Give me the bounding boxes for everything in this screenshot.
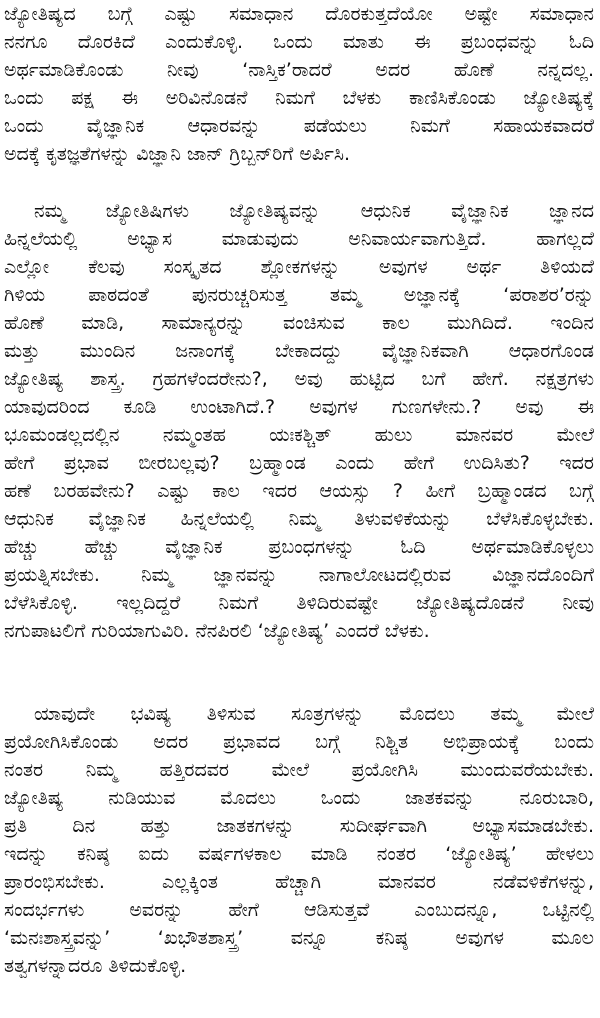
paragraph-line: ಜ್ಯೋತಿಷ್ಯದ ಬಗ್ಗೆ ಎಷ್ಟು ಸಮಾಧಾನ ದೊರಕುತ್ತದೆಯೋ ಅಷ್ಟೇ ಸಮಾಧಾನ xyxy=(4,3,594,25)
paragraph-line: ಅರ್ಥಮಾಡಿಕೊಂಡು ನೀವು ‘ನಾಸ್ತಿಕ’ರಾದರೆ ಅದರ ಹೊಣೆ ನನ್ನದಲ್ಲ. xyxy=(4,59,594,81)
paragraph-line: ಜ್ಯೋತಿಷ್ಯ ಶಾಸ್ತ್ರ. ಗ್ರಹಗಳೆಂದರೇನು?, ಅವು ಹುಟ್ಟಿದ ಬಗೆ ಹೇಗೆ. ನಕ್ಷತ್ರಗಳು xyxy=(4,368,594,390)
paragraph-line: ಒಂದು ಪಕ್ಷ ಈ ಅರಿವಿನೊಡನೆ ನಿಮಗೆ ಬೆಳಕು ಕಾಣಿಸಿಕೊಂಡು ಜ್ಯೋತಿಷ್ಯಕ್ಕೆ xyxy=(4,87,594,109)
paragraph-line: ಎಲ್ಲೋ ಕೆಲವು ಸಂಸ್ಕೃತದ ಶ್ಲೋಕಗಳನ್ನು ಅವುಗಳ ಅರ್ಥ ತಿಳಿಯದೆ xyxy=(4,256,594,278)
paragraph-line: ಹಣೆ ಬರಹವೇನು? ಎಷ್ಟು ಕಾಲ ಇದರ ಆಯಸ್ಸು ? ಹೀಗೆ ಬ್ರಹ್ಮಾಂಡದ ಬಗ್ಗೆ xyxy=(4,480,594,502)
paragraph-line: ನಗುಪಾಟಲಿಗೆ ಗುರಿಯಾಗುವಿರಿ. ನೆನಪಿರಲಿ ‘ಜ್ಯೋತಿಷ್ಯ’ ಎಂದರೆ ಬೆಳಕು. xyxy=(4,620,430,642)
paragraph-line: ಹಿನ್ನಲೆಯಲ್ಲಿ ಅಭ್ಯಾಸ ಮಾಡುವುದು ಅನಿವಾರ್ಯವಾಗುತ್ತಿದೆ. ಹಾಗಲ್ಲದೆ xyxy=(4,228,594,250)
paragraph-line: ಯಾವುದೇ ಭವಿಷ್ಯ ತಿಳಿಸುವ ಸೂತ್ರಗಳನ್ನು ಮೊದಲು ತಮ್ಮ ಮೇಲೆ xyxy=(34,703,594,725)
paragraph-line: ನನಗೂ ದೊರಕಿದೆ ಎಂದುಕೊಳ್ಳಿ. ಒಂದು ಮಾತು ಈ ಪ್ರಬಂಧವನ್ನು ಓದಿ xyxy=(4,31,594,53)
paragraph-line: ಒಂದು ವೈಜ್ಞಾನಿಕ ಆಧಾರವನ್ನು ಪಡೆಯಲು ನಿಮಗೆ ಸಹಾಯಕವಾದರೆ xyxy=(4,115,594,137)
paragraph-2 xyxy=(4,197,594,645)
paragraph-line: ಇದನ್ನು ಕನಿಷ್ಠ ಐದು ವರ್ಷಗಳಕಾಲ ಮಾಡಿ ನಂತರ ‘ಜ್ಯೋತಿಷ್ಯ’ ಹೇಳಲು xyxy=(4,843,594,865)
paragraph-line: ಜ್ಯೋತಿಷ್ಯ ನುಡಿಯುವ ಮೊದಲು ಒಂದು ಜಾತಕವನ್ನು ನೂರುಬಾರಿ, xyxy=(4,787,594,809)
paragraph-line: ತತ್ವಗಳನ್ನಾದರೂ ತಿಳಿದುಕೊಳ್ಳಿ. xyxy=(4,955,187,977)
paragraph-line: ಆಧುನಿಕ ವೈಜ್ಞಾನಿಕ ಹಿನ್ನಲೆಯಲ್ಲಿ ನಿಮ್ಮ ತಿಳುವಳಿಕೆಯನ್ನು ಬೆಳೆಸಿಕೊಳ್ಳಬೇಕು. xyxy=(4,508,594,530)
paragraph-line: ಅದಕ್ಕೆ ಕೃತಜ್ಞತೆಗಳನ್ನು ವಿಜ್ಞಾನಿ ಜಾನ್ ಗ್ರಿಬ್ಬನ್‌ರಿಗೆ ಅರ್ಪಿಸಿ. xyxy=(4,143,350,165)
paragraph-line: ಪ್ರಯೋಗಿಸಿಕೊಂಡು ಅದರ ಪ್ರಭಾವದ ಬಗ್ಗೆ ನಿಶ್ಚಿತ ಅಭಿಪ್ರಾಯಕ್ಕೆ ಬಂದು xyxy=(4,731,594,753)
paragraph-line: ಭೂಮಂಡಲ್ಲದಲ್ಲಿನ ನಮ್ಮಂತಹ ಯಃಕಶ್ಚಿತ್ ಹುಲು ಮಾನವರ ಮೇಲೆ xyxy=(4,424,594,446)
paragraph-line: ಮತ್ತು ಮುಂದಿನ ಜನಾಂಗಕ್ಕೆ ಬೇಕಾದದ್ದು ವೈಜ್ಞಾನಿಕವಾಗಿ ಆಧಾರಗೊಂಡ xyxy=(4,340,594,362)
paragraph-1 xyxy=(4,0,594,168)
paragraph-line: ‘ಮನಃಶಾಸ್ತ್ರವನ್ನು’ ‘ಖಭೌತಶಾಸ್ತ್ರ’ ವನ್ನೂ ಕನಿಷ್ಠ ಅವುಗಳ ಮೂಲ xyxy=(4,927,594,949)
paragraph-line: ಪ್ರತಿ ದಿನ ಹತ್ತು ಜಾತಕಗಳನ್ನು ಸುದೀರ್ಘವಾಗಿ ಅಭ್ಯಾಸಮಾಡಬೇಕು. xyxy=(4,815,594,837)
paragraph-line: ನಮ್ಮ ಜ್ಯೋತಿಷಿಗಳು ಜ್ಯೋತಿಷ್ಯವನ್ನು ಆಧುನಿಕ ವೈಜ್ಞಾನಿಕ ಜ್ಞಾನದ xyxy=(34,200,594,222)
paragraph-line: ಪ್ರಯತ್ನಿಸಬೇಕು. ನಿಮ್ಮ ಜ್ಞಾನವನ್ನು ನಾಗಾಲೋಟದಲ್ಲಿರುವ ವಿಜ್ಞಾನದೊಂದಿಗೆ xyxy=(4,564,594,586)
paragraph-line: ಬೆಳೆಸಿಕೊಳ್ಳಿ. ಇಲ್ಲದಿದ್ದರೆ ನಿಮಗೆ ತಿಳಿದಿರುವಷ್ಟೇ ಜ್ಯೋತಿಷ್ಯದೊಡನೆ ನೀವು xyxy=(4,592,594,614)
paragraph-line: ನಂತರ ನಿಮ್ಮ ಹತ್ತಿರದವರ ಮೇಲೆ ಪ್ರಯೋಗಿಸಿ ಮುಂದುವರೆಯಬೇಕು. xyxy=(4,759,594,781)
paragraph-line: ಗಿಳಿಯ ಪಾಠದಂತೆ ಪುನರುಚ್ಚರಿಸುತ್ತ ತಮ್ಮ ಅಜ್ಞಾನಕ್ಕೆ ‘ಪರಾಶರ’ರನ್ನು xyxy=(4,284,594,306)
paragraph-line: ಪ್ರಾರಂಭಿಸಬೇಕು. ಎಲ್ಲಕ್ಕಿಂತ ಹೆಚ್ಚಾಗಿ ಮಾನವರ ನಡೆವಳಿಕೆಗಳನ್ನು, xyxy=(4,871,594,893)
paragraph-line: ಸಂದರ್ಭಗಳು ಅವರನ್ನು ಹೇಗೆ ಆಡಿಸುತ್ತವೆ ಎಂಬುದನ್ನೂ, ಒಟ್ಟಿನಲ್ಲಿ xyxy=(4,899,594,921)
paragraph-line: ಯಾವುದರಿಂದ ಕೂಡಿ ಉಂಟಾಗಿದೆ.? ಅವುಗಳ ಗುಣಗಳೇನು.? ಅವು ಈ xyxy=(4,396,594,418)
paragraph-3 xyxy=(4,700,594,980)
paragraph-line: ಹೆಚ್ಚು ಹೆಚ್ಚು ವೈಜ್ಞಾನಿಕ ಪ್ರಬಂಧಗಳನ್ನು ಓದಿ ಅರ್ಥಮಾಡಿಕೊಳ್ಳಲು xyxy=(4,536,594,558)
paragraph-line: ಹೇಗೆ ಪ್ರಭಾವ ಬೀರಬಲ್ಲವು? ಬ್ರಹ್ಮಾಂಡ ಎಂದು ಹೇಗೆ ಉದಿಸಿತು? ಇದರ xyxy=(4,452,594,474)
paragraph-line: ಹೊಣೆ ಮಾಡಿ, ಸಾಮಾನ್ಯರನ್ನು ವಂಚಿಸುವ ಕಾಲ ಮುಗಿದಿದೆ. ಇಂದಿನ xyxy=(4,312,594,334)
